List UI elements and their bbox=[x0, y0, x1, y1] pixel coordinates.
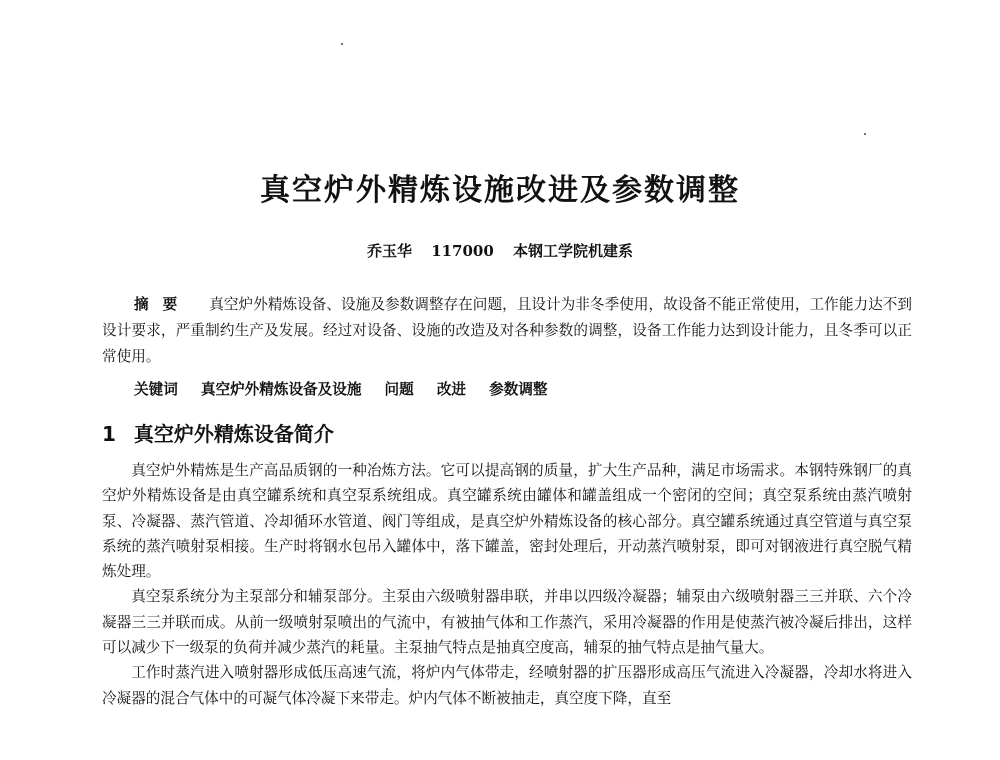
author-line bbox=[0, 240, 1000, 261]
paragraph: 真空泵系统分为主泵部分和辅泵部分。主泵由六级喷射器串联，并串以四级冷凝器；辅泵由六级喷射器三三并联、六个冷凝器三三并联而成。从前一级喷射泵喷出的气流中，有被抽气体和工作蒸汽，采用冷凝器的作用是使蒸汽被冷凝后排出，这样可以减少下一级泵的负荷并减少蒸汽的耗量。主泵抽气特点是抽真空度高，辅泵的抽气特点是抽气量大。 bbox=[102, 588, 912, 657]
keyword: 问题 bbox=[384, 381, 414, 398]
author-name: 乔玉华 bbox=[366, 242, 412, 260]
author-postcode: 117000 bbox=[431, 242, 494, 260]
abstract-label: 摘要 bbox=[134, 296, 192, 313]
section-heading bbox=[102, 418, 334, 447]
keyword: 真空炉外精炼设备及设施 bbox=[200, 381, 362, 398]
section-number: 1 bbox=[102, 422, 116, 446]
body-text bbox=[102, 458, 912, 711]
section-title: 真空炉外精炼设备简介 bbox=[133, 422, 334, 446]
scan-speck bbox=[341, 43, 343, 45]
keyword: 参数调整 bbox=[489, 381, 548, 398]
paragraph: 工作时蒸汽进入喷射器形成低压高速气流，将炉内气体带走，经喷射器的扩压器形成高压气流进入冷凝器，冷却水将进入冷凝器的混合气体中的可凝气体冷凝下来带走。炉内气体不断被抽走，真空度下降，直至 bbox=[102, 664, 912, 707]
scan-speck bbox=[864, 133, 866, 135]
keyword: 改进 bbox=[436, 381, 467, 398]
author-affiliation: 本钢工学院机建系 bbox=[513, 242, 634, 260]
abstract-text: 真空炉外精炼设备、设施及参数调整存在问题，且设计为非冬季使用，故设备不能正常使用，工作能力达不到设计要求，严重制约生产及发展。经过对设备、设施的改造及对各种参数的调整，设备工作能力达到设计能力，且冬季可以正常使用。 bbox=[102, 296, 912, 365]
abstract bbox=[102, 292, 912, 370]
keywords-label: 关键词 bbox=[134, 381, 178, 398]
paper-title: 真空炉外精炼设施改进及参数调整 bbox=[260, 173, 740, 208]
keywords bbox=[134, 378, 566, 399]
paragraph: 真空炉外精炼是生产高品质钢的一种冶炼方法。它可以提高钢的质量，扩大生产品种，满足市场需求。本钢特殊钢厂的真空炉外精炼设备是由真空罐系统和真空泵系统组成。真空罐系统由罐体和罐盖组成一个密闭的空间；真空泵系统由蒸汽喷射泵、冷凝器、蒸汽管道、冷却循环水管道、阀门等组成，是真空炉外精炼设备的核心部分。真空罐系统通过真空管道与真空泵系统的蒸汽喷射泵相接。生产时将钢水包吊入罐体中，落下罐盖，密封处理后，开动蒸汽喷射泵，即可对钢液进行真空脱气精炼处理。 bbox=[102, 462, 912, 581]
